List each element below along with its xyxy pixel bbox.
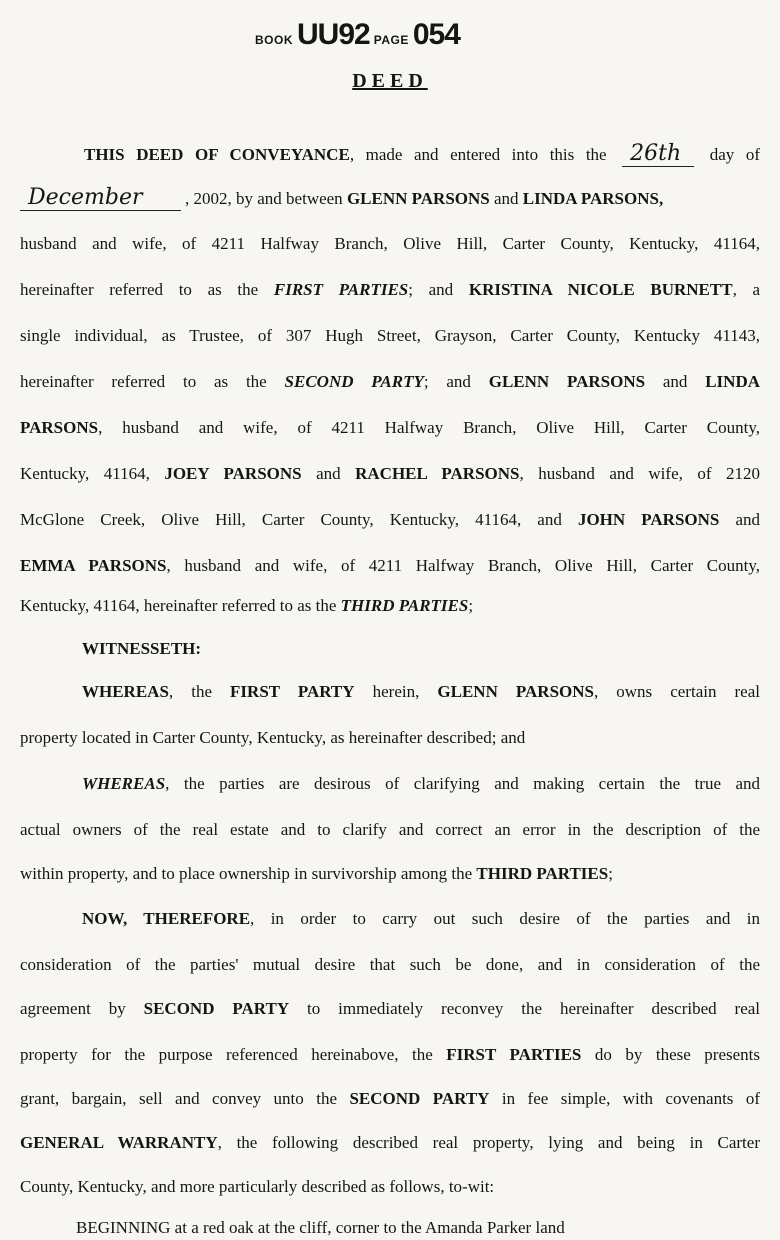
body-line: EMMA PARSONS, husband and wife, of 4211 Halfway Branch, Olive Hill, Carter County, — [20, 556, 760, 575]
body-line: McGlone Creek, Olive Hill, Carter County, Kentucky, 41164, and JOHN PARSONS and — [20, 510, 760, 529]
page-label: PAGE — [373, 33, 409, 47]
book-page-stamp — [255, 18, 460, 62]
body-line: property located in Carter County, Kentucky, as hereinafter described; and — [20, 728, 526, 747]
body-line: PARSONS, husband and wife, of 4211 Halfway Branch, Olive Hill, Carter County, — [20, 418, 760, 437]
book-label: BOOK — [255, 33, 293, 47]
body-line: husband and wife, of 4211 Halfway Branch, Olive Hill, Carter County, Kentucky, 41164, — [20, 234, 760, 253]
body-line: WHEREAS, the parties are desirous of clarifying and making certain the true and — [82, 774, 760, 793]
witnesseth-heading: WITNESSETH: — [82, 639, 202, 658]
body-line: County, Kentucky, and more particularly described as follows, to-wit: — [20, 1177, 495, 1196]
body-line: grant, bargain, sell and convey unto the SECOND PARTY in fee simple, with covenants of — [20, 1089, 761, 1108]
handwritten-month: December — [20, 186, 181, 211]
body-line: Kentucky, 41164, hereinafter referred to as the THIRD PARTIES; — [20, 596, 474, 615]
body-line: single individual, as Trustee, of 307 Hugh Street, Grayson, Carter County, Kentucky 41143, — [20, 326, 760, 345]
body-line: BEGINNING at a red oak at the cliff, corner to the Amanda Parker land — [76, 1218, 565, 1237]
page-number: 054 — [412, 18, 460, 51]
handwritten-day: 26th — [622, 142, 694, 167]
deed-title: DEED — [352, 70, 428, 92]
body-line: NOW, THEREFORE, in order to carry out such desire of the parties and in — [82, 909, 761, 928]
body-line: agreement by SECOND PARTY to immediately reconvey the hereinafter described real — [20, 999, 761, 1018]
body-line: actual owners of the real estate and to clarify and correct an error in the description of the — [20, 820, 760, 839]
body-line: consideration of the parties' mutual desire that such be done, and in consideration of the — [20, 955, 760, 974]
body-line: property for the purpose referenced hereinabove, the FIRST PARTIES do by these presents — [20, 1045, 760, 1064]
body-line: GENERAL WARRANTY, the following described real property, lying and being in Carter — [20, 1133, 760, 1152]
body-line: hereinafter referred to as the FIRST PARTIES; and KRISTINA NICOLE BURNETT, a — [20, 280, 761, 299]
opening-phrase: THIS DEED OF CONVEYANCE — [84, 145, 350, 164]
body-line: Kentucky, 41164, JOEY PARSONS and RACHEL PARSONS, husband and wife, of 2120 — [20, 464, 760, 483]
body-line: within property, and to place ownership in survivorship among the THIRD PARTIES; — [20, 864, 613, 883]
book-number: UU92 — [297, 18, 370, 51]
body-line: December , 2002, by and between GLENN PARSONS and LINDA PARSONS, — [20, 186, 760, 211]
body-line: WHEREAS, the FIRST PARTY herein, GLENN PARSONS, owns certain real — [82, 682, 760, 701]
body-line: hereinafter referred to as the SECOND PARTY; and GLENN PARSONS and LINDA — [20, 372, 761, 391]
body-line: THIS DEED OF CONVEYANCE, made and entered into this the 26th day of — [84, 141, 760, 166]
